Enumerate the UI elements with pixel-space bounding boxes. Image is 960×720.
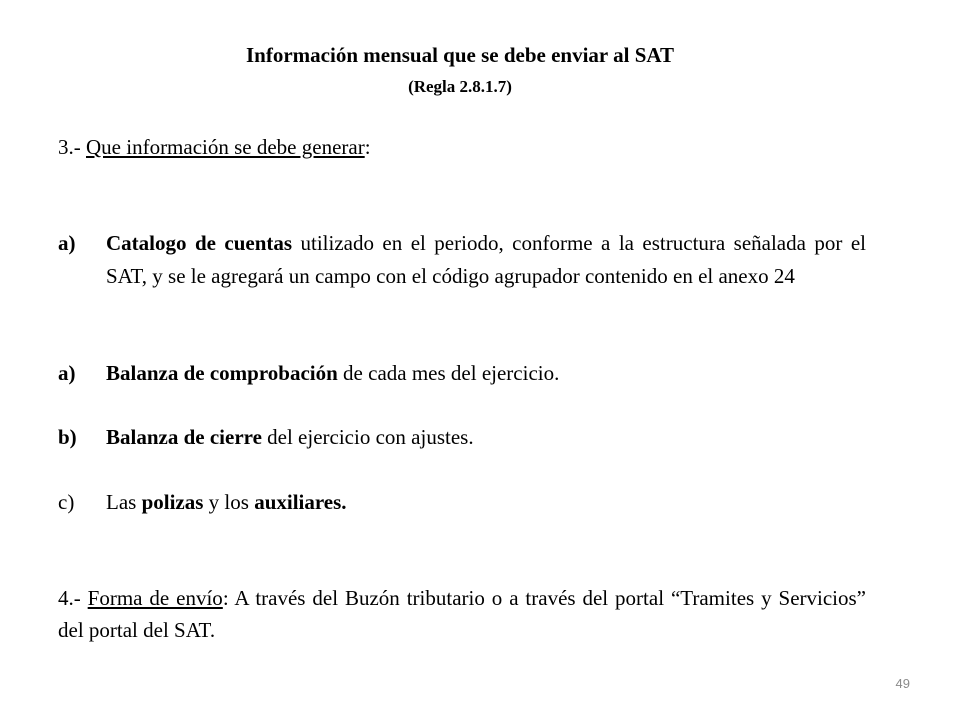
section-4-delivery [58,582,866,646]
list-item-text: de cada mes del ejercicio. [337,361,560,385]
list-item-balanza-comprobacion [58,357,866,390]
list-item-middle: y los [203,490,255,514]
list-marker: c) [58,490,75,514]
section-4-text: : A través del Buzón tributario o a través del portal “Tramites y Servicios” del portal del SAT. [58,586,866,642]
section-3-number: 3.- [58,135,86,159]
list-marker: a) [58,231,76,255]
section-4-label: Forma de envío [87,586,223,610]
list-item-bold-text: Balanza de comprobación [106,361,338,385]
list-item-polizas-auxiliares [58,486,866,519]
section-3-colon: : [364,135,371,159]
section-3-heading [58,131,371,163]
list-item-body [106,227,866,293]
list-marker: a) [58,361,76,385]
section-3-label: Que información se debe generar [86,135,365,159]
list-item-balanza-cierre [58,421,866,454]
list-item-bold-text: polizas [141,490,204,514]
list-item-body [106,421,866,454]
rule-reference: (Regla 2.8.1.7) [408,77,512,96]
list-item-bold-text-2: auxiliares. [254,490,347,514]
list-item-text: del ejercicio con ajustes. [261,425,474,449]
list-item-text: utilizado en el periodo, conforme a la estructura señalada por el SAT, y se le agregará un campo con el código agrupador contenido en el anexo 24 [106,231,866,288]
list-item-prefix: Las [106,490,142,514]
list-item-catalogo [58,227,866,293]
page-title: Información mensual que se debe enviar al SAT [246,43,674,67]
list-item-body [106,486,866,519]
list-item-bold-text: Balanza de cierre [106,425,262,449]
section-4-number: 4.- [58,586,88,610]
list-item-bold-text: Catalogo de cuentas [106,231,293,255]
list-marker: b) [58,425,77,449]
page-number: 49 [895,676,910,691]
list-item-body [106,357,866,390]
